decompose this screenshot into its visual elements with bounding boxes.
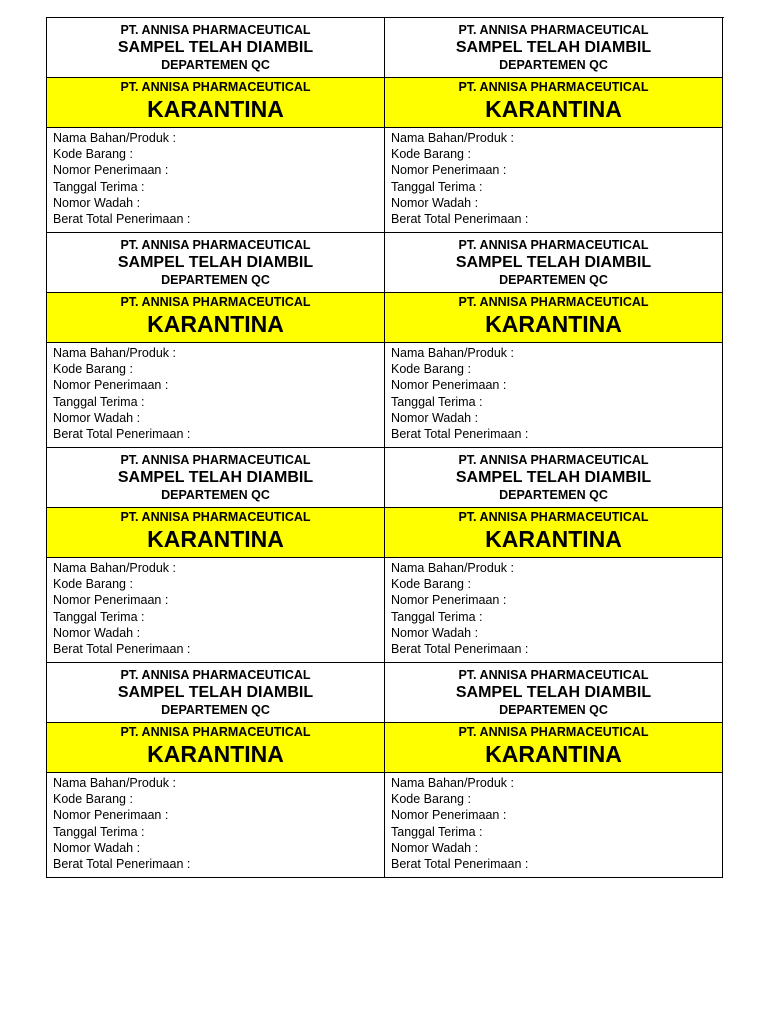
quarantine-company: PT. ANNISA PHARMACEUTICAL (458, 80, 649, 94)
field-receipt-date: Tanggal Terima : (53, 824, 145, 839)
field-material: Nama Bahan/Produk : (53, 131, 176, 145)
quarantine-band (385, 293, 722, 343)
label-fields (47, 128, 384, 227)
sample-taken-header (385, 663, 722, 723)
field-item-code: Kode Barang : (53, 577, 133, 592)
company-name: PT. ANNISA PHARMACEUTICAL (120, 237, 311, 252)
company-name: PT. ANNISA PHARMACEUTICAL (120, 667, 311, 682)
field-receipt-number: Nomor Penerimaan : (391, 808, 507, 823)
field-material: Nama Bahan/Produk : (53, 561, 176, 575)
field-receipt-date: Tanggal Terima : (391, 824, 483, 839)
quarantine-band (47, 78, 384, 128)
label-fields (385, 773, 722, 872)
sample-status: SAMPEL TELAH DIAMBIL (117, 468, 314, 486)
department: DEPARTEMEN QC (499, 702, 608, 717)
sample-taken-header (47, 663, 384, 723)
sample-status: SAMPEL TELAH DIAMBIL (117, 683, 314, 701)
field-receipt-number: Nomor Penerimaan : (391, 163, 507, 178)
quarantine-label (385, 663, 723, 878)
quarantine-label (385, 448, 723, 663)
field-container-number: Nomor Wadah : (391, 410, 479, 425)
field-container-number: Nomor Wadah : (391, 195, 479, 210)
label-fields (47, 343, 384, 442)
department: DEPARTEMEN QC (161, 57, 270, 72)
department: DEPARTEMEN QC (161, 487, 270, 502)
company-name: PT. ANNISA PHARMACEUTICAL (120, 22, 311, 37)
field-receipt-number: Nomor Penerimaan : (391, 593, 507, 608)
quarantine-title: KARANTINA (485, 311, 622, 337)
field-receipt-number: Nomor Penerimaan : (53, 808, 169, 823)
company-name: PT. ANNISA PHARMACEUTICAL (458, 237, 649, 252)
department: DEPARTEMEN QC (499, 272, 608, 287)
company-name: PT. ANNISA PHARMACEUTICAL (458, 667, 649, 682)
sample-status: SAMPEL TELAH DIAMBIL (117, 38, 314, 56)
field-material: Nama Bahan/Produk : (53, 346, 176, 360)
field-receipt-date: Tanggal Terima : (53, 609, 145, 624)
quarantine-title: KARANTINA (485, 96, 622, 122)
field-total-weight: Berat Total Penerimaan : (391, 212, 529, 227)
field-material: Nama Bahan/Produk : (391, 776, 514, 790)
sample-status: SAMPEL TELAH DIAMBIL (455, 683, 652, 701)
quarantine-company: PT. ANNISA PHARMACEUTICAL (458, 510, 649, 524)
field-item-code: Kode Barang : (53, 792, 133, 807)
field-container-number: Nomor Wadah : (53, 195, 141, 210)
department: DEPARTEMEN QC (499, 487, 608, 502)
label-fields (385, 343, 722, 442)
quarantine-company: PT. ANNISA PHARMACEUTICAL (120, 295, 311, 309)
label-fields (385, 128, 722, 227)
field-item-code: Kode Barang : (391, 792, 471, 807)
field-total-weight: Berat Total Penerimaan : (53, 212, 191, 227)
quarantine-band (47, 293, 384, 343)
quarantine-band (47, 723, 384, 773)
field-item-code: Kode Barang : (391, 147, 471, 162)
field-receipt-number: Nomor Penerimaan : (53, 593, 169, 608)
field-material: Nama Bahan/Produk : (391, 131, 514, 145)
quarantine-band (385, 723, 722, 773)
field-container-number: Nomor Wadah : (391, 625, 479, 640)
quarantine-company: PT. ANNISA PHARMACEUTICAL (458, 295, 649, 309)
field-item-code: Kode Barang : (53, 147, 133, 162)
quarantine-label (47, 663, 385, 878)
field-container-number: Nomor Wadah : (53, 625, 141, 640)
quarantine-company: PT. ANNISA PHARMACEUTICAL (458, 725, 649, 739)
quarantine-label (47, 448, 385, 663)
company-name: PT. ANNISA PHARMACEUTICAL (120, 452, 311, 467)
department: DEPARTEMEN QC (161, 272, 270, 287)
sample-taken-header (47, 233, 384, 293)
quarantine-band (385, 508, 722, 558)
quarantine-company: PT. ANNISA PHARMACEUTICAL (120, 725, 311, 739)
field-item-code: Kode Barang : (391, 362, 471, 377)
quarantine-label (385, 18, 723, 233)
field-receipt-date: Tanggal Terima : (391, 179, 483, 194)
field-container-number: Nomor Wadah : (391, 840, 479, 855)
quarantine-label (47, 233, 385, 448)
quarantine-band (385, 78, 722, 128)
sample-status: SAMPEL TELAH DIAMBIL (117, 253, 314, 271)
company-name: PT. ANNISA PHARMACEUTICAL (458, 452, 649, 467)
field-total-weight: Berat Total Penerimaan : (391, 857, 529, 872)
quarantine-company: PT. ANNISA PHARMACEUTICAL (120, 510, 311, 524)
field-item-code: Kode Barang : (53, 362, 133, 377)
department: DEPARTEMEN QC (161, 702, 270, 717)
sample-status: SAMPEL TELAH DIAMBIL (455, 38, 652, 56)
sample-taken-header (385, 448, 722, 508)
field-receipt-date: Tanggal Terima : (53, 394, 145, 409)
field-receipt-date: Tanggal Terima : (53, 179, 145, 194)
field-receipt-date: Tanggal Terima : (391, 609, 483, 624)
field-receipt-date: Tanggal Terima : (391, 394, 483, 409)
sample-taken-header (385, 233, 722, 293)
sample-taken-header (385, 18, 722, 78)
field-container-number: Nomor Wadah : (53, 410, 141, 425)
field-receipt-number: Nomor Penerimaan : (53, 163, 169, 178)
label-sheet (46, 17, 724, 878)
department: DEPARTEMEN QC (499, 57, 608, 72)
field-receipt-number: Nomor Penerimaan : (53, 378, 169, 393)
sample-taken-header (47, 448, 384, 508)
field-total-weight: Berat Total Penerimaan : (391, 642, 529, 657)
field-container-number: Nomor Wadah : (53, 840, 141, 855)
field-total-weight: Berat Total Penerimaan : (391, 427, 529, 442)
quarantine-title: KARANTINA (147, 526, 284, 552)
sample-taken-header (47, 18, 384, 78)
company-name: PT. ANNISA PHARMACEUTICAL (458, 22, 649, 37)
label-fields (385, 558, 722, 657)
label-fields (47, 558, 384, 657)
quarantine-title: KARANTINA (147, 96, 284, 122)
quarantine-title: KARANTINA (485, 526, 622, 552)
quarantine-title: KARANTINA (485, 741, 622, 767)
quarantine-label (47, 18, 385, 233)
quarantine-company: PT. ANNISA PHARMACEUTICAL (120, 80, 311, 94)
quarantine-title: KARANTINA (147, 311, 284, 337)
field-total-weight: Berat Total Penerimaan : (53, 642, 191, 657)
field-receipt-number: Nomor Penerimaan : (391, 378, 507, 393)
field-total-weight: Berat Total Penerimaan : (53, 857, 191, 872)
field-material: Nama Bahan/Produk : (53, 776, 176, 790)
field-material: Nama Bahan/Produk : (391, 346, 514, 360)
field-item-code: Kode Barang : (391, 577, 471, 592)
field-material: Nama Bahan/Produk : (391, 561, 514, 575)
label-fields (47, 773, 384, 872)
quarantine-label (385, 233, 723, 448)
field-total-weight: Berat Total Penerimaan : (53, 427, 191, 442)
quarantine-title: KARANTINA (147, 741, 284, 767)
quarantine-band (47, 508, 384, 558)
sample-status: SAMPEL TELAH DIAMBIL (455, 253, 652, 271)
sample-status: SAMPEL TELAH DIAMBIL (455, 468, 652, 486)
